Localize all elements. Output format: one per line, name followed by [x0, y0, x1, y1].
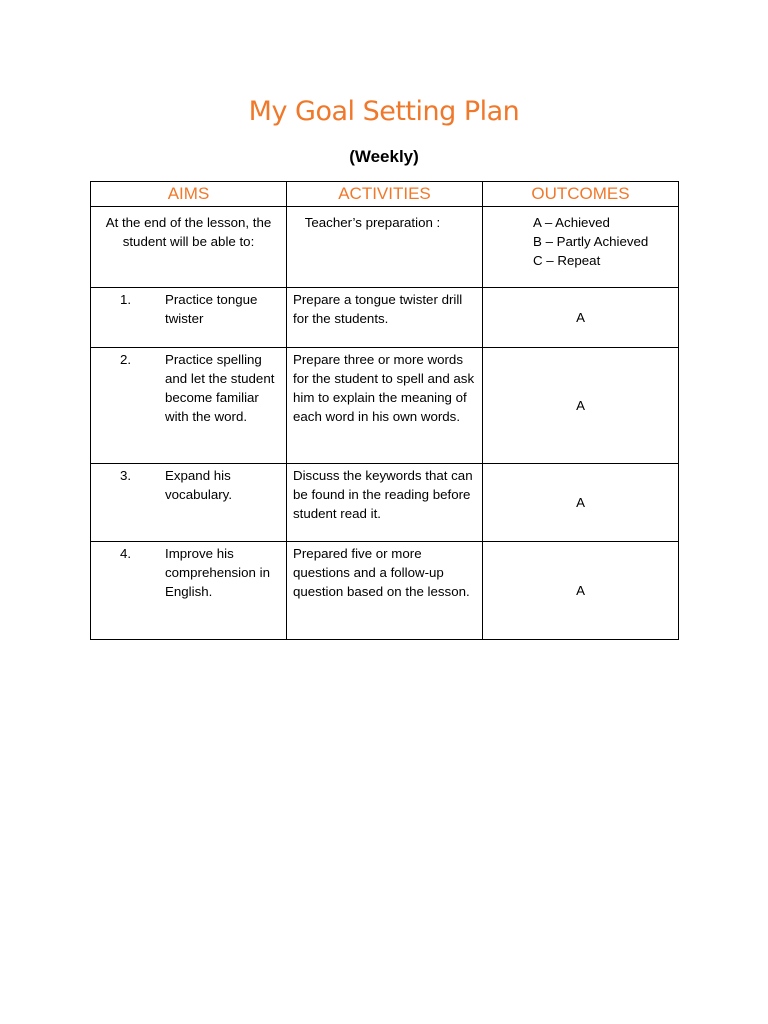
- aim-cell: [91, 348, 287, 464]
- intro-row: [91, 207, 679, 288]
- legend-item-achieved: A – Achieved: [533, 215, 610, 230]
- outcome-value: A: [483, 348, 679, 464]
- activity-text: Prepare three or more words for the student to spell and ask him to explain the meaning of each word in his own words.: [287, 348, 483, 464]
- activity-text: Prepared five or more questions and a follow-up question based on the lesson.: [287, 542, 483, 640]
- header-aims: AIMS: [91, 182, 287, 207]
- outcome-value: A: [483, 542, 679, 640]
- aim-cell: [91, 288, 287, 348]
- aim-text: Practice tongue twister: [165, 292, 258, 326]
- legend-item-partly-achieved: B – Partly Achieved: [533, 234, 649, 249]
- legend-item-repeat: C – Repeat: [533, 253, 601, 268]
- aim-text: Improve his comprehension in English.: [165, 546, 270, 599]
- aim-cell: [91, 464, 287, 542]
- outcome-value: A: [483, 288, 679, 348]
- goal-plan-table: [90, 181, 679, 640]
- table-row: [91, 542, 679, 640]
- intro-activity-text: Teacher’s preparation :: [287, 207, 483, 288]
- intro-aim-text: At the end of the lesson, the student will be able to:: [91, 207, 287, 288]
- outcome-value: A: [483, 464, 679, 542]
- header-outcomes: OUTCOMES: [483, 182, 679, 207]
- aim-cell: [91, 542, 287, 640]
- aim-text: Practice spelling and let the student become familiar with the word.: [165, 352, 275, 424]
- aim-number: 1.: [120, 292, 132, 307]
- activity-text: Discuss the keywords that can be found in the reading before student read it.: [287, 464, 483, 542]
- table-row: [91, 288, 679, 348]
- aim-number: 2.: [120, 352, 132, 367]
- outcome-legend: [483, 207, 679, 288]
- activity-text: Prepare a tongue twister drill for the students.: [287, 288, 483, 348]
- page-subtitle: (Weekly): [349, 147, 419, 166]
- table-header-row: [91, 182, 679, 207]
- aim-number: 3.: [120, 468, 132, 483]
- aim-number: 4.: [120, 546, 132, 561]
- table-row: [91, 464, 679, 542]
- page-title: My Goal Setting Plan: [248, 96, 520, 127]
- aim-text: Expand his vocabulary.: [165, 468, 233, 502]
- header-activities: ACTIVITIES: [287, 182, 483, 207]
- table-row: [91, 348, 679, 464]
